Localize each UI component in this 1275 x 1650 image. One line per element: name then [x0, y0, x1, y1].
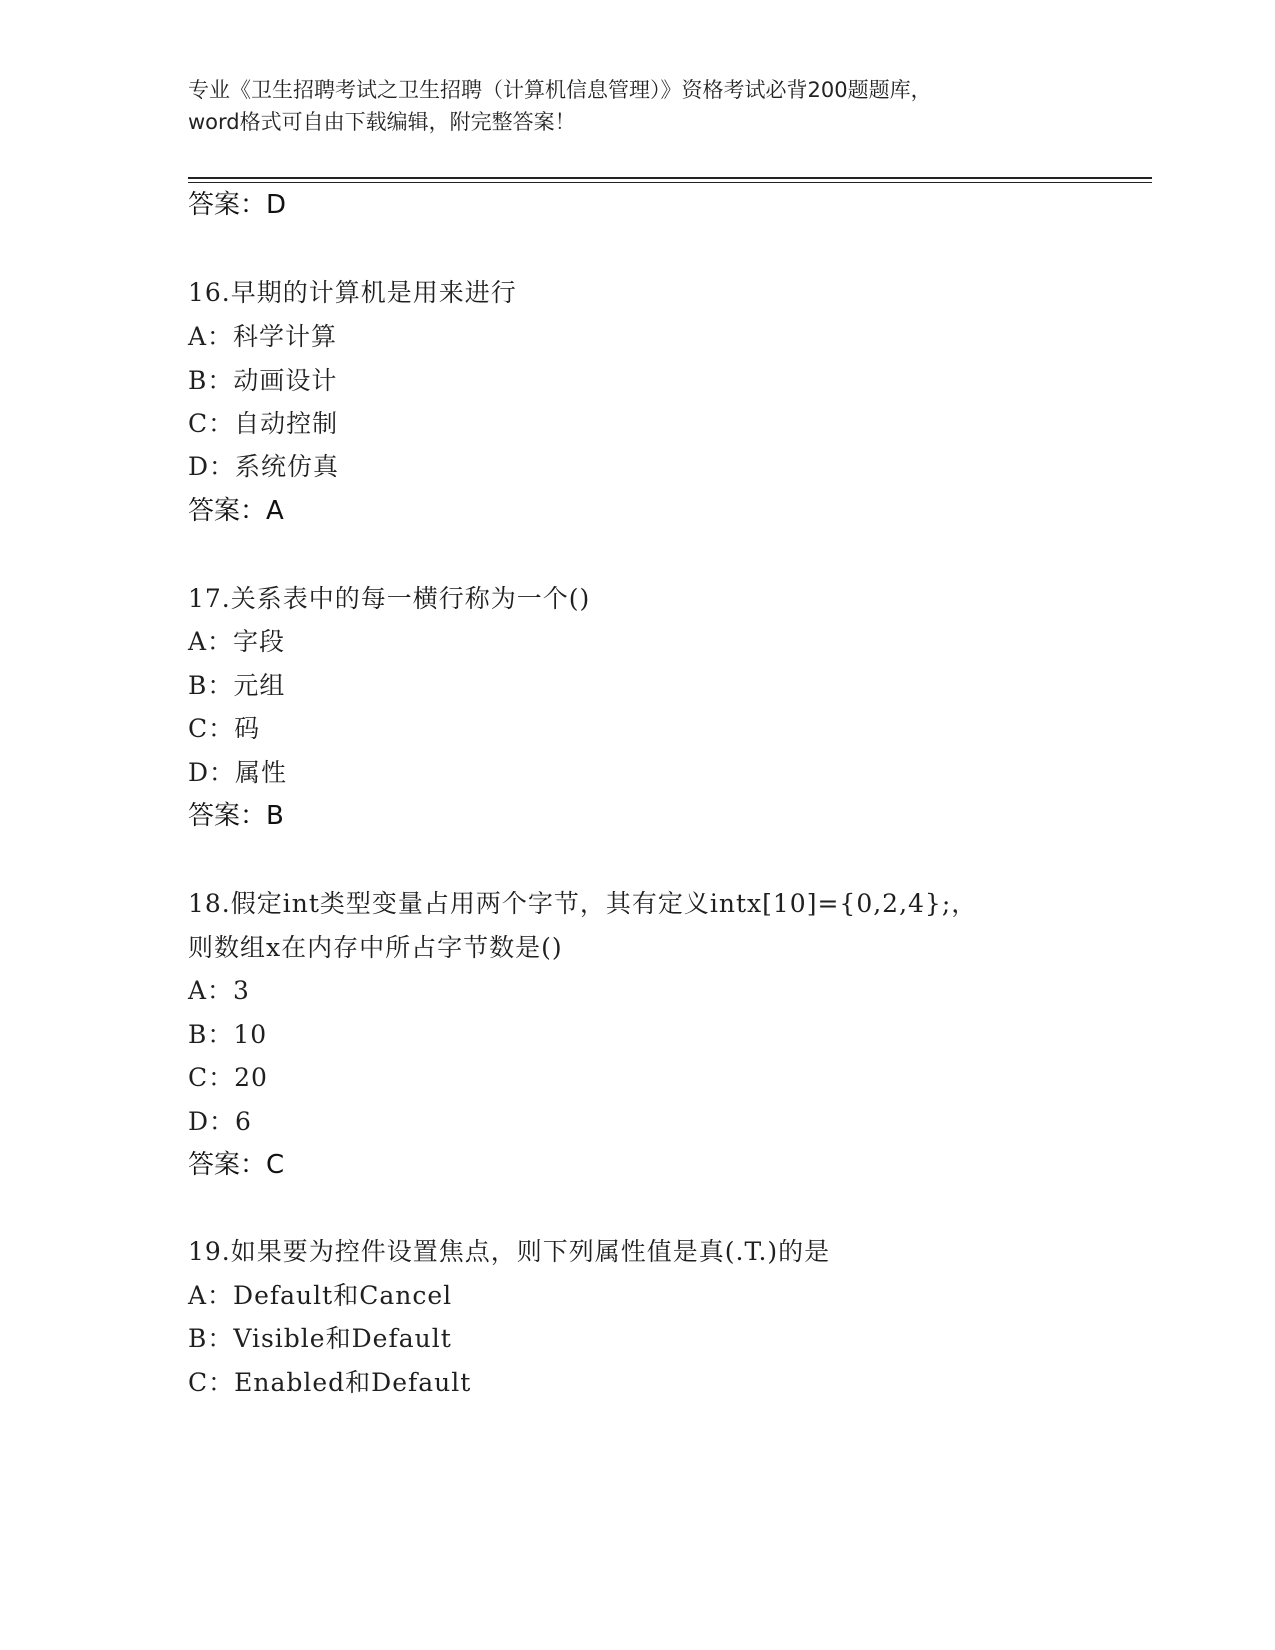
- question-19-option-c: C：Enabled和Default: [188, 1368, 472, 1397]
- answer-18: 答案：C: [188, 1150, 285, 1180]
- question-19-option-a: A：Default和Cancel: [188, 1281, 453, 1310]
- question-19-stem: 19.如果要为控件设置焦点，则下列属性值是真(.T.)的是: [188, 1237, 831, 1266]
- header-rule-thin: [188, 182, 1152, 183]
- question-16-option-b: B：动画设计: [188, 366, 338, 395]
- question-17-stem: 17.关系表中的每一横行称为一个(): [188, 584, 591, 613]
- answer-16: 答案：A: [188, 496, 284, 526]
- header-line-2: word格式可自由下载编辑，附完整答案！: [188, 110, 576, 134]
- question-18-option-a: A：3: [188, 976, 250, 1005]
- document-header: [188, 74, 1088, 138]
- question-17-option-a: A：字段: [188, 627, 286, 656]
- question-18-option-d: D：6: [188, 1107, 252, 1136]
- question-18-option-b: B：10: [188, 1020, 268, 1049]
- question-18-stem-line-1: 18.假定int类型变量占用两个字节，其有定义intx[10]={0,2,4};，: [188, 889, 978, 918]
- question-16-option-c: C：自动控制: [188, 409, 339, 438]
- header-rule-thick: [188, 177, 1152, 179]
- answer-15: 答案：D: [188, 190, 287, 220]
- question-16-stem: 16.早期的计算机是用来进行: [188, 278, 517, 307]
- header-line-1: 专业《卫生招聘考试之卫生招聘（计算机信息管理）》资格考试必背200题题库，: [188, 78, 932, 102]
- question-16-option-a: A：科学计算: [188, 322, 338, 351]
- question-17-option-d: D：属性: [188, 758, 288, 787]
- answer-17: 答案：B: [188, 801, 284, 831]
- question-17-option-b: B：元组: [188, 671, 286, 700]
- question-19-option-b: B：Visible和Default: [188, 1324, 452, 1353]
- question-16-option-d: D：系统仿真: [188, 452, 340, 481]
- question-18-option-c: C：20: [188, 1063, 268, 1092]
- question-18-stem-line-2: 则数组x在内存中所占字节数是(): [188, 933, 563, 962]
- question-17-option-c: C：码: [188, 714, 261, 743]
